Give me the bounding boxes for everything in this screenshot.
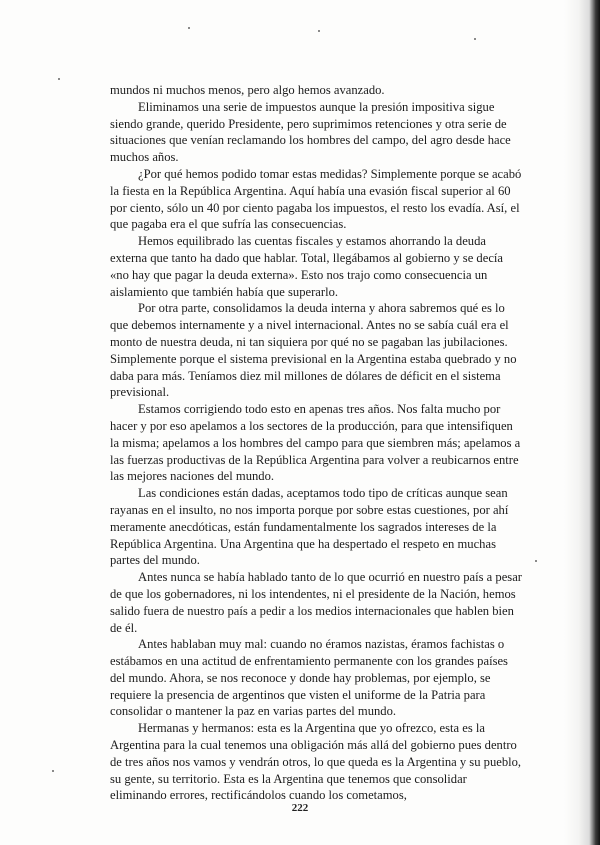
scan-speck [474,38,476,40]
paragraph: Las condiciones están dadas, aceptamos todo tipo de críticas aunque sean rayanas en el insulto, no nos importa porque por sobre estas cuestiones, por ahí meramente anecdóticas, están fundamentalmente los sagrados intereses de la República Argentina. Una Argentina que ha despertado el respeto en muchas partes del mundo. [110,486,509,568]
book-binding-shadow [564,0,600,845]
page-number: 222 [291,802,309,814]
paragraph: Estamos corrigiendo todo esto en apenas tres años. Nos falta mucho por hacer y por eso apelamos a los sectores de la producción, para que intensifiquen la misma; apelamos a los hombres del campo para que siembren más; apelamos a las fuerzas productivas de la República Argentina para volver a reubicarnos entre las mejores naciones del mundo. [110,402,521,484]
paragraph: Por otra parte, consolidamos la deuda interna y ahora sabremos qué es lo que debemos internamente y a nivel internacional. Antes no se sabía cuál era el monto de nuestra deuda, ni tan siquiera por qué no se pagaban las jubilaciones. Simplemente porque el sistema previsional en la Argentina estaba quebrado y no daba para más. Teníamos diez mil millones de dólares de déficit en el sistema previsional. [110,301,517,400]
body-text [110,82,525,804]
paragraph: ¿Por qué hemos podido tomar estas medidas? Simplemente porque se acabó la fiesta en la República Argentina. Aquí había una evasión fiscal superior al 60 por ciento, sólo un 40 por ciento pagaba los impuestos, el resto los evadía. Así, el que pagaba era el que sufría las consecuencias. [110,166,522,232]
paragraph: mundos ni muchos menos, pero algo hemos avanzado. [110,83,385,97]
scan-speck [535,560,537,562]
scan-speck [318,30,320,32]
scan-speck [58,78,60,80]
paragraph: Hemos equilibrado las cuentas fiscales y estamos ahorrando la deuda externa que tanto ha dado que hablar. Total, llegábamos al gobierno y se decía «no hay que pagar la deuda externa». Esto nos trajo como consecuencia un aislamiento que también había que superarlo. [110,234,504,299]
paragraph: Antes hablaban muy mal: cuando no éramos nazistas, éramos fachistas o estábamos en una actitud de enfrentamiento permanente con los grandes países del mundo. Ahora, se nos reconoce y donde hay problemas, por ejemplo, se requiere la presencia de argentinos que visten el uniforme de la Patria para consolidar o mantener la paz en varias partes del mundo. [110,637,508,719]
paragraph: Eliminamos una serie de impuestos aunque la presión impositiva sigue siendo grande, querido Presidente, pero suprimimos retenciones y otra serie de situaciones que venían reclamando los hombres del campo, del agro desde hace muchos años. [110,99,511,165]
paragraph: Hermanas y hermanos: esta es la Argentina que yo ofrezco, esta es la Argentina para la cual tenemos una obligación más allá del gobierno pues dentro de tres años nos vamos y vendrán otros, lo que queda es la Argentina y su pueblo, su gente, su territorio. Esta es la Argentina que tenemos que consolidar eliminando errores, rectificándolos cuando los cometamos, [110,721,522,803]
paragraph: Antes nunca se había hablado tanto de lo que ocurrió en nuestro país a pesar de que los gobernadores, ni los intendentes, ni el presidente de la Nación, hemos salido fuera de nuestro país a pedir a los medios internacionales que hablen bien de él. [110,570,522,635]
scan-speck [52,770,54,772]
scan-speck [188,27,190,29]
